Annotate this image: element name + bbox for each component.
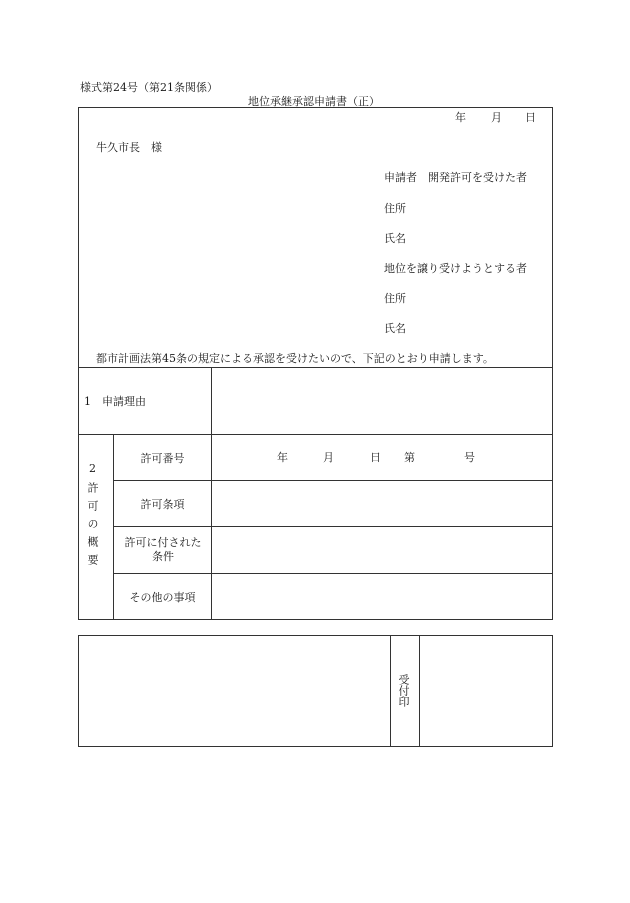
permit-overview-label: 2許可の概要: [86, 462, 99, 572]
row-label-permit-number: 許可番号: [140, 452, 185, 465]
row-label-permit-conditions: 許可に付された条件: [124, 536, 202, 563]
receipt-stamp-label: 受付印: [397, 674, 410, 707]
row-label-permit-clause: 許可条項: [140, 498, 185, 511]
reason-bottom-border: [78, 434, 553, 435]
form-number: 様式第24号（第21条関係）: [80, 81, 218, 94]
permit-conditions-value-cell[interactable]: [212, 527, 552, 573]
permit-month[interactable]: 月: [323, 451, 334, 464]
date-day[interactable]: 日: [525, 111, 536, 124]
date-month[interactable]: 月: [491, 111, 502, 124]
row-label-other-matters: その他の事項: [129, 591, 196, 604]
successor-heading: 地位を譲り受けようとする者: [384, 262, 527, 275]
successor-name-label[interactable]: 氏名: [384, 322, 406, 335]
application-statement: 都市計画法第45条の規定による承認を受けたいので、下記のとおり申請します。: [96, 352, 494, 365]
date-year[interactable]: 年: [455, 111, 466, 124]
permit-no-suffix[interactable]: 号: [464, 451, 475, 464]
applicant-heading: 申請者 開発許可を受けた者: [384, 171, 527, 184]
other-matters-value-cell[interactable]: [212, 574, 552, 620]
permit-day[interactable]: 日: [370, 451, 381, 464]
reason-label: 1 申請理由: [84, 395, 146, 408]
receipt-stamp-area[interactable]: [420, 636, 552, 746]
addressee: 牛久市長 様: [96, 141, 162, 154]
permit-year[interactable]: 年: [277, 451, 288, 464]
reason-value-cell[interactable]: [212, 368, 552, 434]
successor-address-label[interactable]: 住所: [384, 292, 406, 305]
applicant-name-label[interactable]: 氏名: [384, 232, 406, 245]
permit-clause-value-cell[interactable]: [212, 481, 552, 526]
receipt-divider-left: [390, 635, 391, 747]
form-title: 地位承継承認申請書（正）: [248, 95, 380, 108]
applicant-address-label[interactable]: 住所: [384, 202, 406, 215]
permit-no-prefix[interactable]: 第: [404, 451, 415, 464]
